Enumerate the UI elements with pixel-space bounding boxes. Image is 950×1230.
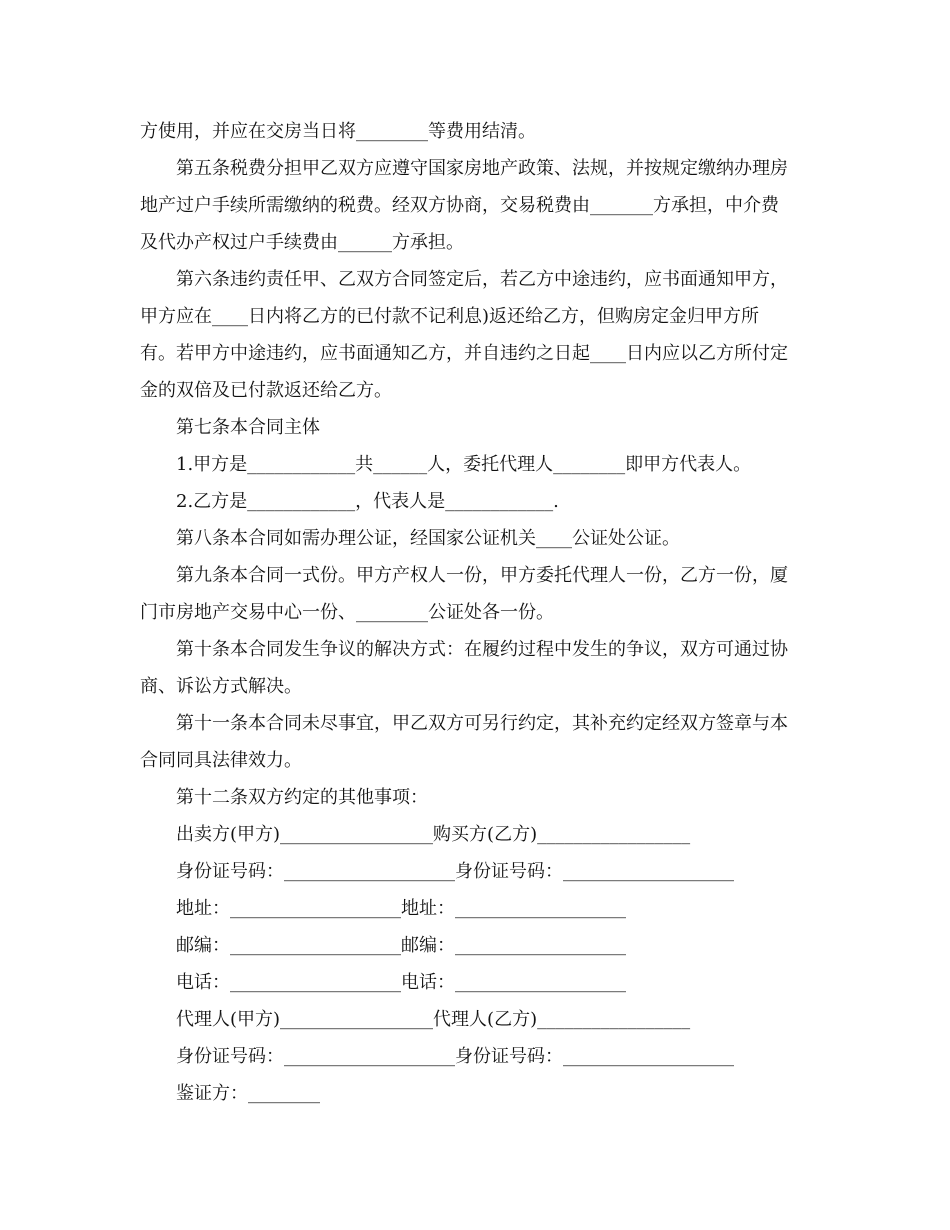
article-7-heading-line: 第七条本合同主体 — [176, 417, 320, 438]
text-line: 甲方应在____日内将乙方的已付款不记利息)返还给乙方，但购房定金归甲方所 — [140, 306, 760, 327]
article-10-heading-line: 第十条本合同发生争议的解决方式：在履约过程中发生的争议，双方可通过协 — [176, 639, 788, 660]
article-9-heading-line: 第九条本合同一式份。甲方产权人一份，甲方委托代理人一份，乙方一份，厦 — [176, 565, 788, 586]
agent-id-number-line: 身份证号码：___________________身份证号码：___________________ — [176, 1046, 734, 1067]
article-6-heading-line: 第六条违约责任甲、乙双方合同签定后，若乙方中途违约，应书面通知甲方， — [176, 269, 788, 290]
text-line: 方使用，并应在交房当日将________等费用结清。 — [140, 121, 536, 142]
article-11-heading-line: 第十一条本合同未尽事宜，甲乙双方可另行约定，其补充约定经双方签章与本 — [176, 713, 788, 734]
text-line: 地产过户手续所需缴纳的税费。经双方协商，交易税费由_______方承担，中介费 — [140, 195, 779, 216]
postcode-line: 邮编：___________________邮编：___________________ — [176, 935, 626, 956]
text-line: 及代办产权过户手续费由______方承担。 — [140, 232, 464, 253]
address-line: 地址：___________________地址：___________________ — [176, 898, 626, 919]
text-line: 有。若甲方中途违约，应书面通知乙方，并自违约之日起____日内应以乙方所付定 — [140, 343, 788, 364]
text-line: 合同同具法律效力。 — [140, 750, 302, 771]
verifier-line: 鉴证方：________ — [176, 1083, 320, 1104]
article-5-heading-line: 第五条税费分担甲乙双方应遵守国家房地产政策、法规，并按规定缴纳办理房 — [176, 158, 788, 179]
party-b-line: 2.乙方是____________，代表人是____________. — [176, 491, 559, 512]
seller-buyer-line: 出卖方(甲方)_________________购买方(乙方)_________________ — [176, 824, 691, 845]
phone-line: 电话：___________________电话：___________________ — [176, 972, 626, 993]
text-line: 金的双倍及已付款返还给乙方。 — [140, 380, 392, 401]
agent-line: 代理人(甲方)_________________代理人(乙方)_________________ — [176, 1009, 691, 1030]
article-12-heading-line: 第十二条双方约定的其他事项： — [176, 787, 428, 808]
text-line: 商、诉讼方式解决。 — [140, 676, 302, 697]
article-8-line: 第八条本合同如需办理公证，经国家公证机关____公证处公证。 — [176, 528, 680, 549]
id-number-line: 身份证号码：___________________身份证号码：___________________ — [176, 861, 734, 882]
text-line: 门市房地产交易中心一份、________公证处各一份。 — [140, 602, 554, 623]
party-a-line: 1.甲方是____________共______人，委托代理人________即甲方代表人。 — [176, 454, 752, 475]
